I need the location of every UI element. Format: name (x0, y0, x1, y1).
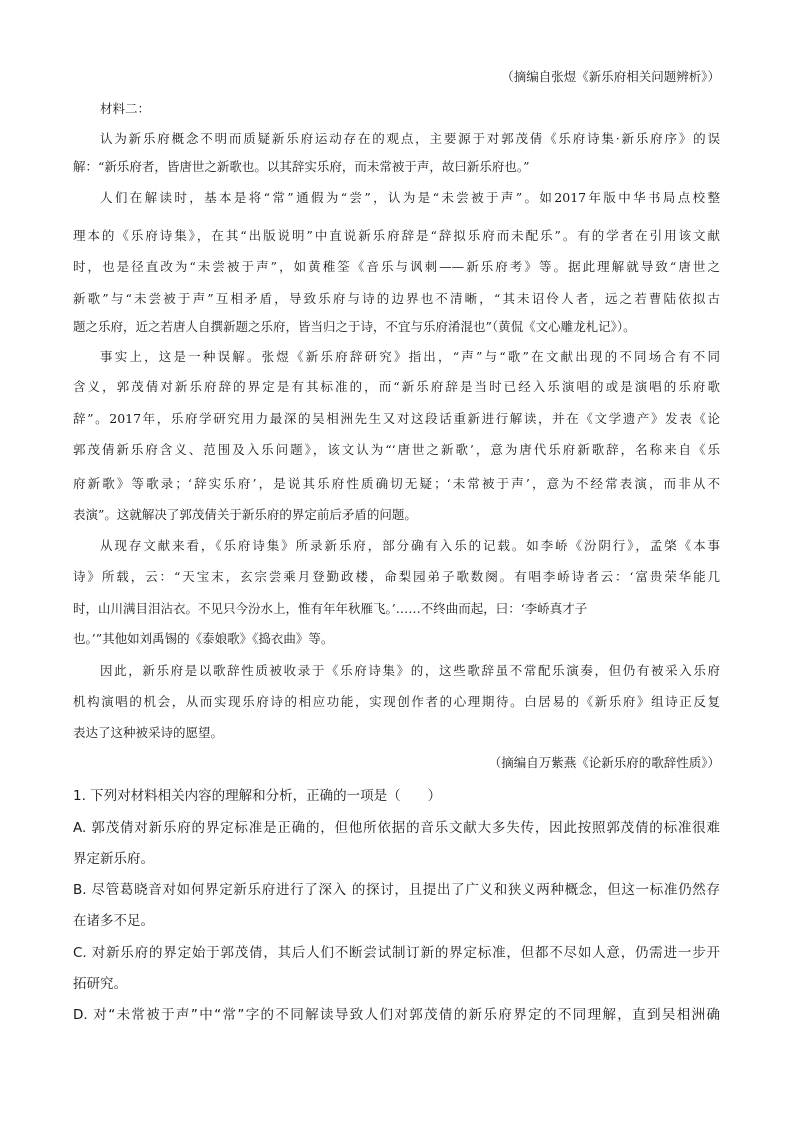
paragraph-line: 郭茂倩新乐府含义、范围及入乐问题》，该文认为“‘唐世之新歌’，意为唐代乐府新歌辞，名称来自《乐 (73, 442, 720, 457)
paragraph-line: 事实上，这是一种误解。张煜《新乐府辞研究》指出，“声”与“歌”在文献出现的不同场合有不同 (100, 349, 720, 364)
option-a-cont: 界定新乐府。 (73, 851, 154, 867)
paragraph-line: 表达了这种被采诗的愿望。 (73, 725, 224, 740)
option-a: A. 郭茂倩对新乐府的界定标准是正确的，但他所依据的音乐文献大多失传，因此按照郭茂倩的标准很难 (73, 820, 720, 836)
paragraph-line: 时，也是径直改为“未尝被于声”，如黄稚筌《音乐与讽刺——新乐府考》等。据此理解就导致“唐世之 (73, 259, 720, 274)
paragraph-line: 因此，新乐府是以歌辞性质被收录于《乐府诗集》的，这些歌辞虽不常配乐演奏，但仍有被采入乐府 (100, 663, 720, 678)
paragraph-line: 人们在解读时，基本是将“常”通假为“尝”，认为是“未尝被于声”。如2017年版中华书局点校整 (100, 190, 720, 205)
paragraph-line: 从现存文献来看，《乐府诗集》所录新乐府，部分确有入乐的记载。如李峤《汾阴行》，孟棨《本事 (100, 538, 720, 553)
option-b-cont: 在诸多不足。 (73, 913, 154, 929)
paragraph-line: 理本的《乐府诗集》，在其“出版说明”中直说新乐府辞是“辞拟乐府而未配乐”。有的学者在引用该文献 (73, 228, 720, 243)
question-stem: 1. 下列对材料相关内容的理解和分析，正确的一项是（ ） (73, 788, 442, 804)
source-citation-2: （摘编自万紫燕《论新乐府的歌辞性质》） (488, 755, 720, 770)
paragraph-line: 府新歌》等歌录；‘辞实乐府’，是说其乐府性质确切无疑；‘未常被于声’，意为不经常表演，而非从不 (73, 476, 720, 491)
paragraph-line: 时，山川满目泪沾衣。不见只今汾水上，惟有年年秋雁飞。’……不终曲而起，曰：‘李峤真才子 (73, 601, 588, 616)
source-citation-1: （摘编自张煜《新乐府相关问题辨析》） (501, 69, 720, 84)
paragraph-line: 也。’”其他如刘禹锡的《泰娘歌》《捣衣曲》等。 (73, 631, 334, 646)
option-c-cont: 拓研究。 (73, 976, 127, 992)
material-heading: 材料二： (100, 101, 151, 116)
option-b: B. 尽管葛晓音对如何界定新乐府进行了深入 的探讨，且提出了广义和狭义两种概念，但这一标准仍然存 (73, 882, 720, 898)
paragraph-line: 新歌”与“未尝被于声”互相矛盾，导致乐府与诗的边界也不清晰，“其未诏伶人者，远之若曹陆依拟古 (73, 291, 720, 306)
paragraph-line: 表演”。这就解决了郭茂倩关于新乐府的界定前后矛盾的问题。 (73, 507, 417, 522)
paragraph-line: 题之乐府，近之若唐人自撰新题之乐府，皆当归之于诗，不宜与乐府淆混也”（黄侃《文心雕龙札记》）。 (73, 319, 636, 334)
paragraph-line: 含义，郭茂倩对新乐府辞的界定是有其标准的，而“新乐府辞是当时已经入乐演唱的或是演唱的乐府歌 (73, 379, 720, 394)
paragraph-line: 解：“新乐府者，皆唐世之新歌也。以其辞实乐府，而未常被于声，故曰新乐府也。” (73, 159, 530, 174)
paragraph-line: 认为新乐府概念不明而质疑新乐府运动存在的观点，主要源于对郭茂倩《乐府诗集·新乐府序》的误 (100, 131, 720, 146)
paragraph-line: 辞”。2017年，乐府学研究用力最深的吴相洲先生又对这段话重新进行解读，并在《文学遗产》发表《论 (73, 411, 720, 426)
paragraph-line: 诗》所载，云：“天宝末，玄宗尝乘月登勤政楼，命梨园弟子歌数阕。有唱李峤诗者云：‘富贵荣华能几 (73, 569, 720, 584)
paragraph-line: 机构演唱的机会，从而实现乐府诗的相应功能，实现创作者的心理期待。白居易的《新乐府》组诗正反复 (73, 694, 720, 709)
option-d: D. 对“未常被于声”中“常”字的不同解读导致人们对郭茂倩的新乐府界定的不同理解，直到吴相洲确 (73, 1007, 720, 1023)
option-c: C. 对新乐府的界定始于郭茂倩，其后人们不断尝试制订新的界定标准，但都不尽如人意，仍需进一步开 (73, 945, 720, 961)
